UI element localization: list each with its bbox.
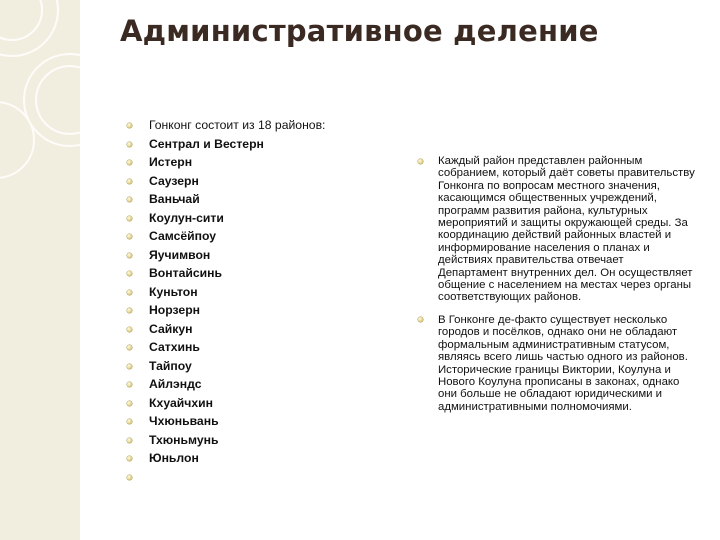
list-item <box>127 338 325 357</box>
bullet-icon <box>127 308 132 313</box>
district-name: Коулун-сити <box>149 210 224 225</box>
bullet-icon <box>127 382 132 387</box>
district-name: Сентрал и Вестерн <box>149 136 264 151</box>
list-intro-text: Гонконг состоит из 18 районов: <box>149 118 326 132</box>
bullet-icon <box>127 271 132 276</box>
bullet-icon <box>418 159 423 164</box>
list-item <box>127 412 325 431</box>
list-item <box>127 172 325 191</box>
district-name: Тхюньмунь <box>149 432 219 447</box>
district-name: Чхюньвань <box>149 414 219 428</box>
bullet-icon <box>127 345 132 350</box>
district-name: Айлэндс <box>149 377 202 391</box>
list-item <box>127 320 325 339</box>
bullet-icon <box>127 456 132 461</box>
list-item <box>127 431 325 450</box>
list-item <box>127 153 325 172</box>
paragraph-text: В Гонконге де-факто существует несколько городов и посёлков, однако они не обладают формальным административным статусом, являясь всего лишь частью одного из районов. Исторические границы Виктории, Коулуна и Нового Коулуна прописаны в законах, однако они больше не обладают юридическими и административными полномочиями. <box>438 313 688 413</box>
district-name: Сайкун <box>149 321 193 336</box>
list-item <box>127 357 325 376</box>
district-name: Ваньчай <box>149 192 200 206</box>
district-name: Юньлон <box>149 451 199 465</box>
bullet-icon <box>127 179 132 184</box>
district-list <box>127 116 325 486</box>
list-item <box>127 394 325 413</box>
bullet-icon <box>418 317 423 322</box>
district-name: Вонтайсинь <box>149 266 222 280</box>
list-item <box>127 116 325 135</box>
list-item <box>127 209 325 228</box>
page-title: Административное деление <box>120 14 599 48</box>
district-name: Саузерн <box>149 173 199 188</box>
list-item <box>127 375 325 394</box>
district-name: Куньтон <box>149 284 198 299</box>
bullet-icon <box>127 234 132 239</box>
bullet-icon <box>127 327 132 332</box>
decorative-sidebar <box>0 0 80 540</box>
district-name: Самсёйпоу <box>149 229 217 243</box>
list-item <box>127 283 325 302</box>
list-item <box>127 264 325 283</box>
list-item <box>127 135 325 154</box>
list-item <box>127 227 325 246</box>
list-item <box>127 190 325 209</box>
description-list <box>418 155 696 423</box>
paragraph-text: Каждый район представлен районным собранием, который даёт советы правительству Гонконга по вопросам местного значения, касающимся общественных учреждений, программ развития района, культурных мероприятий и защиты окружающей среды. За координацию действий районных властей и информирование населения о планах и действиях правительства отвечает Департамент внутренних дел. Он осуществляет общение с населением на местах через органы соответствующих районов. <box>438 155 695 304</box>
district-name: Тайпоу <box>149 358 192 373</box>
district-name: Кхуайчхин <box>149 395 213 410</box>
list-item <box>127 301 325 320</box>
bullet-icon <box>127 253 132 258</box>
bullet-icon <box>127 142 132 147</box>
district-name: Яучимвон <box>149 247 211 262</box>
list-item <box>127 246 325 265</box>
bullet-icon <box>127 160 132 165</box>
empty-list-item <box>127 468 325 487</box>
paragraph-item <box>418 155 696 304</box>
paragraph-item <box>418 314 696 413</box>
bullet-icon <box>127 401 132 406</box>
bullet-icon <box>127 364 132 369</box>
bullet-icon <box>127 475 132 480</box>
bullet-icon <box>127 123 132 128</box>
circle-pattern-decoration <box>0 0 80 540</box>
bullet-icon <box>127 438 132 443</box>
list-item <box>127 449 325 468</box>
district-name: Норзерн <box>149 303 201 317</box>
bullet-icon <box>127 419 132 424</box>
bullet-icon <box>127 197 132 202</box>
bullet-icon <box>127 290 132 295</box>
bullet-icon <box>127 216 132 221</box>
district-name: Истерн <box>149 155 193 169</box>
district-name: Сатхинь <box>149 340 200 354</box>
